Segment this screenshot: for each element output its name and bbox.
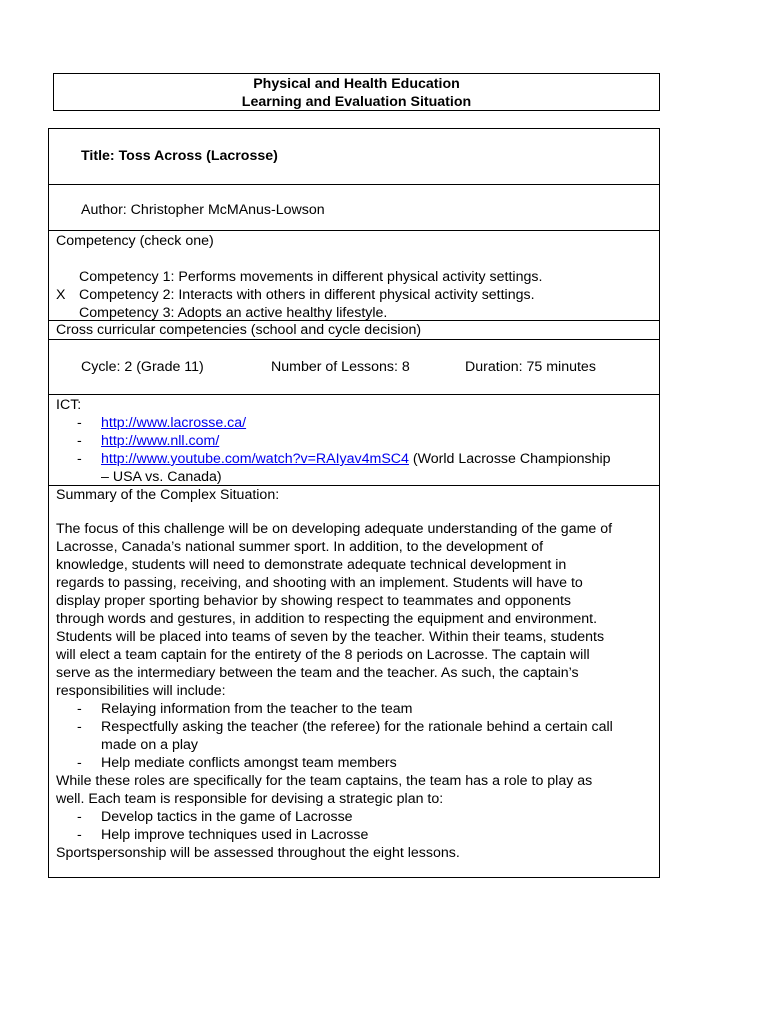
document-header <box>53 73 660 111</box>
team-plan-item: Develop tactics in the game of Lacrosse <box>101 809 353 825</box>
competency-2: Competency 2: Interacts with others in different physical activity settings. <box>79 287 535 303</box>
competency-1: Competency 1: Performs movements in different physical activity settings. <box>79 269 543 285</box>
les-title: Title: Toss Across (Lacrosse) <box>81 148 278 164</box>
author-row <box>49 185 659 231</box>
cycle-value: Cycle: 2 (Grade 11) <box>81 359 204 375</box>
summary-line: regards to passing, receiving, and shooting with an implement. Students will have to <box>56 575 583 591</box>
list-bullet: - <box>77 827 82 843</box>
summary-line: Lacrosse, Canada’s national summer sport. In addition, to the development of <box>56 539 544 555</box>
list-bullet: - <box>77 755 82 771</box>
duration-value: Duration: 75 minutes <box>465 359 596 375</box>
captain-duty: Help mediate conflicts amongst team members <box>101 755 397 771</box>
summary-line: serve as the intermediary between the team and the teacher. As such, the captain’s <box>56 665 579 681</box>
team-plan-item: Help improve techniques used in Lacrosse <box>101 827 369 843</box>
summary-line: knowledge, students will need to demonstrate adequate technical development in <box>56 557 567 573</box>
summary-closing: Sportspersonship will be assessed throughout the eight lessons. <box>56 845 460 861</box>
captain-duty: Respectfully asking the teacher (the referee) for the rationale behind a certain call <box>101 719 613 735</box>
summary-line: display proper sporting behavior by showing respect to teammates and opponents <box>56 593 571 609</box>
competency-2-mark[interactable]: X <box>56 287 66 303</box>
cycle-row <box>49 340 659 395</box>
header-line-1: Physical and Health Education <box>253 76 460 92</box>
summary-line: responsibilities will include: <box>56 683 226 699</box>
lessons-count: Number of Lessons: 8 <box>271 359 410 375</box>
title-row <box>49 129 659 185</box>
cross-curricular-row <box>49 321 659 340</box>
ict-heading: ICT: <box>56 397 82 413</box>
author-name: Author: Christopher McMAnus-Lowson <box>81 202 325 218</box>
ict-row <box>49 395 659 486</box>
competency-row <box>49 231 659 321</box>
ict-bullet: - <box>77 433 82 449</box>
les-table <box>48 128 660 878</box>
summary-heading: Summary of the Complex Situation: <box>56 487 280 503</box>
link-nll[interactable]: http://www.nll.com/ <box>101 433 220 449</box>
captain-duty-cont: made on a play <box>101 737 199 753</box>
summary-line: While these roles are specifically for the team captains, the team has a role to play as <box>56 773 593 789</box>
link-lacrosse-ca[interactable]: http://www.lacrosse.ca/ <box>101 415 247 431</box>
list-bullet: - <box>77 701 82 717</box>
summary-row <box>49 486 659 877</box>
summary-line: well. Each team is responsible for devising a strategic plan to: <box>56 791 444 807</box>
ict-bullet: - <box>77 415 82 431</box>
competency-3: Competency 3: Adopts an active healthy lifestyle. <box>79 305 388 321</box>
list-bullet: - <box>77 719 82 735</box>
cross-curricular-text: Cross curricular competencies (school and cycle decision) <box>56 322 422 338</box>
header-line-2: Learning and Evaluation Situation <box>241 94 472 110</box>
competency-heading: Competency (check one) <box>56 233 214 249</box>
summary-line: The focus of this challenge will be on developing adequate understanding of the game of <box>56 521 613 537</box>
link-youtube[interactable]: http://www.youtube.com/watch?v=RAIyav4mSC4 <box>101 451 409 467</box>
summary-line: through words and gestures, in addition to respecting the equipment and environment. <box>56 611 598 627</box>
youtube-note-cont: – USA vs. Canada) <box>101 469 222 485</box>
ict-bullet: - <box>77 451 82 467</box>
list-bullet: - <box>77 809 82 825</box>
youtube-note: (World Lacrosse Championship <box>408 451 611 467</box>
summary-line: Students will be placed into teams of seven by the teacher. Within their teams, students <box>56 629 605 645</box>
summary-line: will elect a team captain for the entirety of the 8 periods on Lacrosse. The captain will <box>56 647 590 663</box>
captain-duty: Relaying information from the teacher to the team <box>101 701 413 717</box>
